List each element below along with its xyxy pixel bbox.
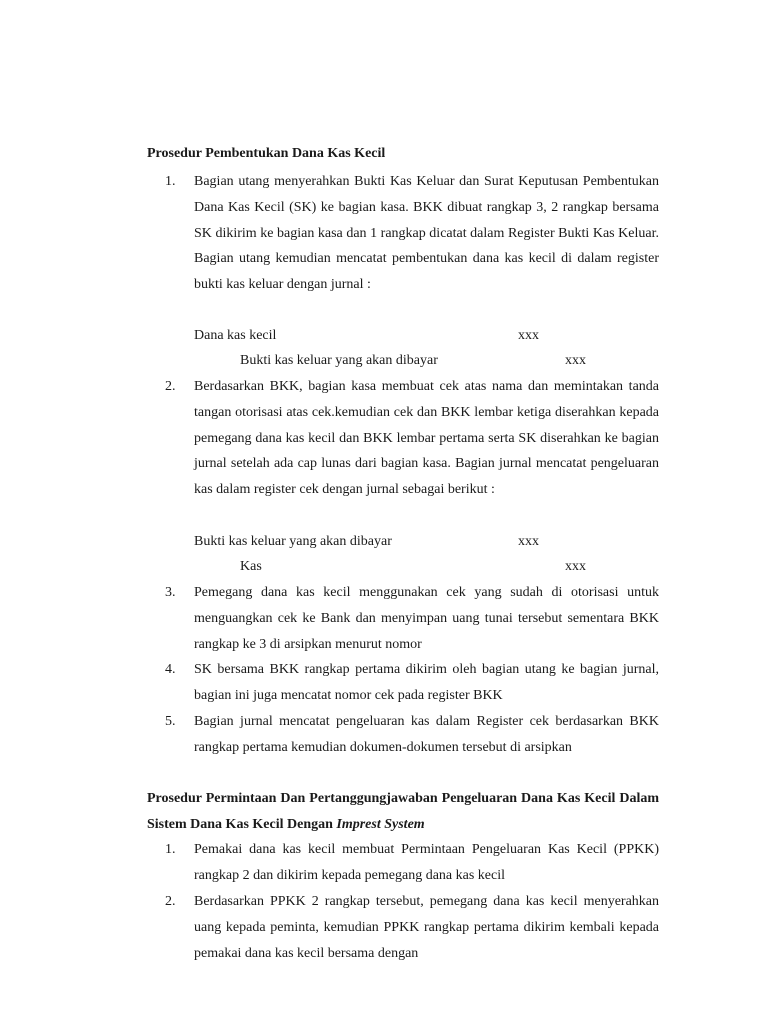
- list-item-text: Berdasarkan PPKK 2 rangkap tersebut, pemegang dana kas kecil menyerahkan uang kepada peminta, kemudian PPKK rangkap pertama dikirim kembali kepada pemakai dana kas kecil bersama dengan: [194, 894, 659, 961]
- list-item-text: Pemakai dana kas kecil membuat Permintaan Pengeluaran Kas Kecil (PPKK) rangkap 2 dan dikirim kepada pemegang dana kas kecil: [194, 842, 659, 883]
- journal-debit-account: Dana kas kecil: [194, 328, 277, 343]
- list-number: 5.: [165, 714, 176, 729]
- list-number: 1.: [165, 174, 176, 189]
- journal-debit-amount: xxx: [518, 534, 539, 549]
- journal-credit-amount: xxx: [565, 353, 586, 368]
- journal-credit-account: Kas: [240, 559, 262, 574]
- list-number: 4.: [165, 662, 176, 677]
- journal-credit-account: Bukti kas keluar yang akan dibayar: [240, 353, 438, 368]
- list-number: 3.: [165, 585, 176, 600]
- list-number: 2.: [165, 894, 176, 909]
- section-1-title: Prosedur Pembentukan Dana Kas Kecil: [147, 146, 386, 161]
- list-item-text: Berdasarkan BKK, bagian kasa membuat cek atas nama dan memintakan tanda tangan otorisasi atas cek.kemudian cek dan BKK lembar ketiga diserahkan kepada pemegang dana kas kecil dan BKK lembar pertama serta SK diserahkan ke bagian jurnal setelah ada cap lunas dari bagian kasa. Bagian jurnal mencatat pengeluaran kas dalam register cek dengan jurnal sebagai berikut :: [194, 379, 659, 498]
- section-2-title: [147, 786, 659, 838]
- list-number: 1.: [165, 842, 176, 857]
- list-number: 2.: [165, 379, 176, 394]
- list-item-text: Bagian jurnal mencatat pengeluaran kas dalam Register cek berdasarkan BKK rangkap pertama kemudian dokumen-dokumen tersebut di arsipkan: [194, 714, 659, 755]
- journal-debit-account: Bukti kas keluar yang akan dibayar: [194, 534, 392, 549]
- list-item-text: Pemegang dana kas kecil menggunakan cek yang sudah di otorisasi untuk menguangkan cek ke Bank dan menyimpan uang tunai tersebut sementara BKK rangkap ke 3 di arsipkan menurut nomor: [194, 585, 659, 652]
- list-item-text: Bagian utang menyerahkan Bukti Kas Keluar dan Surat Keputusan Pembentukan Dana Kas Kecil (SK) ke bagian kasa. BKK dibuat rangkap 3, 2 rangkap bersama SK dikirim ke bagian kasa dan 1 rangkap dicatat dalam Register Bukti Kas Keluar. Bagian utang kemudian mencatat pembentukan dana kas kecil di dalam register bukti kas keluar dengan jurnal :: [194, 174, 659, 293]
- list-item-text: SK bersama BKK rangkap pertama dikirim oleh bagian utang ke bagian jurnal, bagian ini juga mencatat nomor cek pada register BKK: [194, 662, 659, 703]
- journal-credit-amount: xxx: [565, 559, 586, 574]
- journal-debit-amount: xxx: [518, 328, 539, 343]
- section-2-title-text: Prosedur Permintaan Dan Pertanggungjawaban Pengeluaran Dana Kas Kecil Dalam Sistem Dana Kas Kecil Dengan: [147, 791, 659, 832]
- section-2-title-italic: Imprest System: [336, 817, 425, 832]
